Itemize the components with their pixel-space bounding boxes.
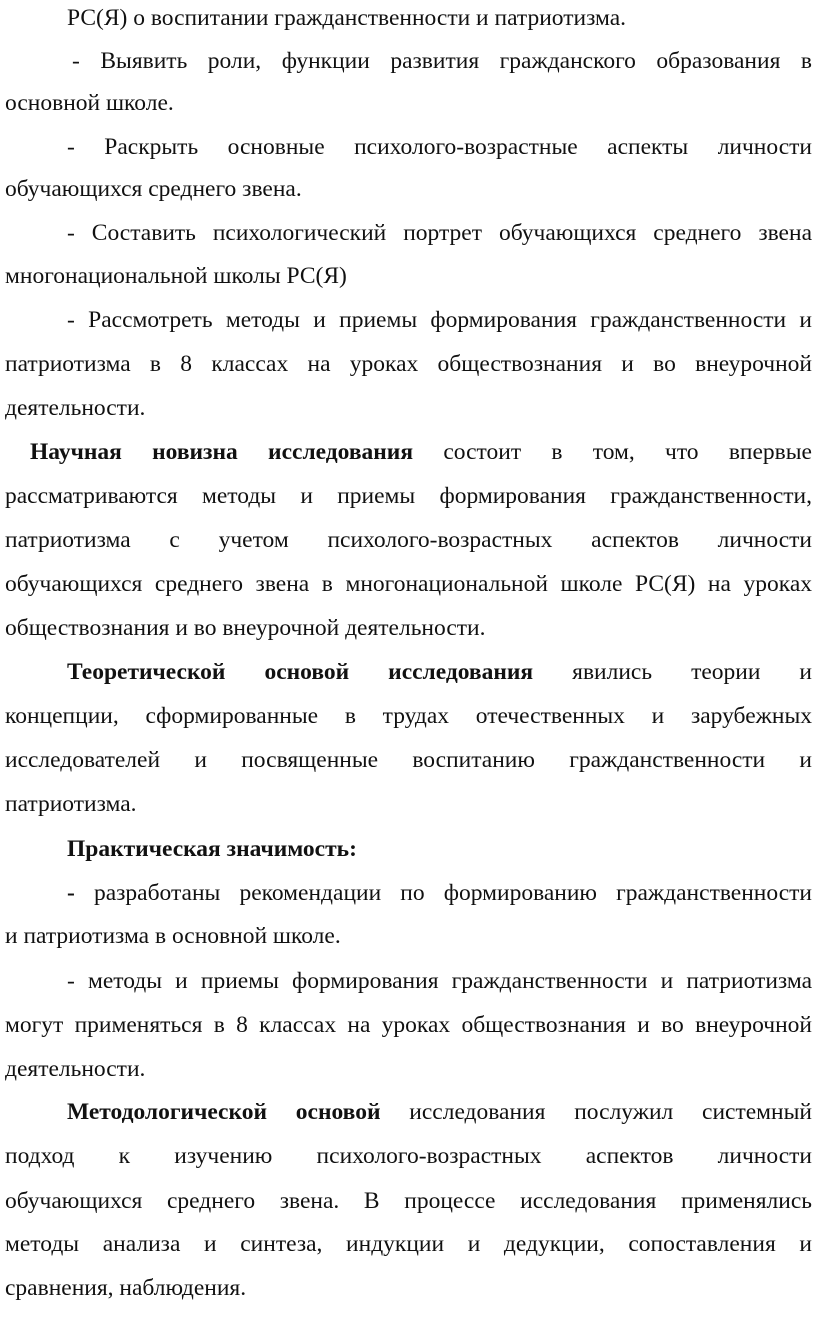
text-run: явились теории и bbox=[533, 659, 812, 685]
text-line: обучающихся среднего звена. bbox=[5, 176, 302, 202]
text-line: многонациональной школы РС(Я) bbox=[5, 263, 347, 289]
text-line: могут применяться в 8 классах на уроках обществознания и во внеурочной bbox=[5, 1012, 812, 1038]
text-line: основной школе. bbox=[5, 90, 174, 116]
text-line bbox=[30, 437, 812, 467]
bold-term: Научная новизна исследования bbox=[30, 439, 414, 465]
text-line: - Раскрыть основные психолого-возрастные аспекты личности bbox=[67, 134, 812, 160]
text-line bbox=[67, 1097, 812, 1127]
section-heading: Практическая значимость: bbox=[67, 836, 357, 862]
text-run: состоит в том, что впервые bbox=[413, 439, 812, 465]
text-line: обучающихся среднего звена. В процессе исследования применялись bbox=[5, 1188, 812, 1214]
text-line: обучающихся среднего звена в многонациональной школе РС(Я) на уроках bbox=[5, 571, 812, 597]
bold-term: - bbox=[67, 880, 75, 906]
text-line bbox=[67, 878, 812, 908]
text-line bbox=[67, 657, 812, 687]
text-line: - Составить психологический портрет обучающихся среднего звена bbox=[67, 220, 812, 246]
text-line: патриотизма. bbox=[5, 791, 137, 817]
text-line: исследователей и посвященные воспитанию гражданственности и bbox=[5, 747, 812, 773]
text-line: деятельности. bbox=[5, 1056, 146, 1082]
text-line: и патриотизма в основной школе. bbox=[5, 923, 341, 949]
text-run: разработаны рекомендации по формированию гражданственности bbox=[74, 880, 812, 906]
bold-term: Методологической основой bbox=[67, 1099, 381, 1125]
text-line: патриотизма в 8 классах на уроках обществознания и во внеурочной bbox=[5, 351, 812, 377]
text-line: - Выявить роли, функции развития гражданского образования в bbox=[72, 48, 812, 74]
text-line: рассматриваются методы и приемы формирования гражданственности, bbox=[5, 483, 812, 509]
text-line: - Рассмотреть методы и приемы формирования гражданственности и bbox=[67, 307, 812, 333]
bold-term: Теоретической основой исследования bbox=[67, 659, 534, 685]
text-line: подход к изучению психолого-возрастных аспектов личности bbox=[5, 1143, 812, 1169]
text-line: обществознания и во внеурочной деятельности. bbox=[5, 615, 486, 641]
text-line: концепции, сформированные в трудах отечественных и зарубежных bbox=[5, 703, 812, 729]
text-line: методы анализа и синтеза, индукции и дедукции, сопоставления и bbox=[5, 1231, 812, 1257]
text-line: - методы и приемы формирования гражданственности и патриотизма bbox=[67, 968, 812, 994]
text-line: РС(Я) о воспитании гражданственности и патриотизма. bbox=[67, 5, 627, 31]
text-line: патриотизма с учетом психолого-возрастных аспектов личности bbox=[5, 527, 812, 553]
text-line: сравнения, наблюдения. bbox=[5, 1275, 247, 1301]
text-run: исследования послужил системный bbox=[380, 1099, 812, 1125]
text-line: деятельности. bbox=[5, 395, 146, 421]
